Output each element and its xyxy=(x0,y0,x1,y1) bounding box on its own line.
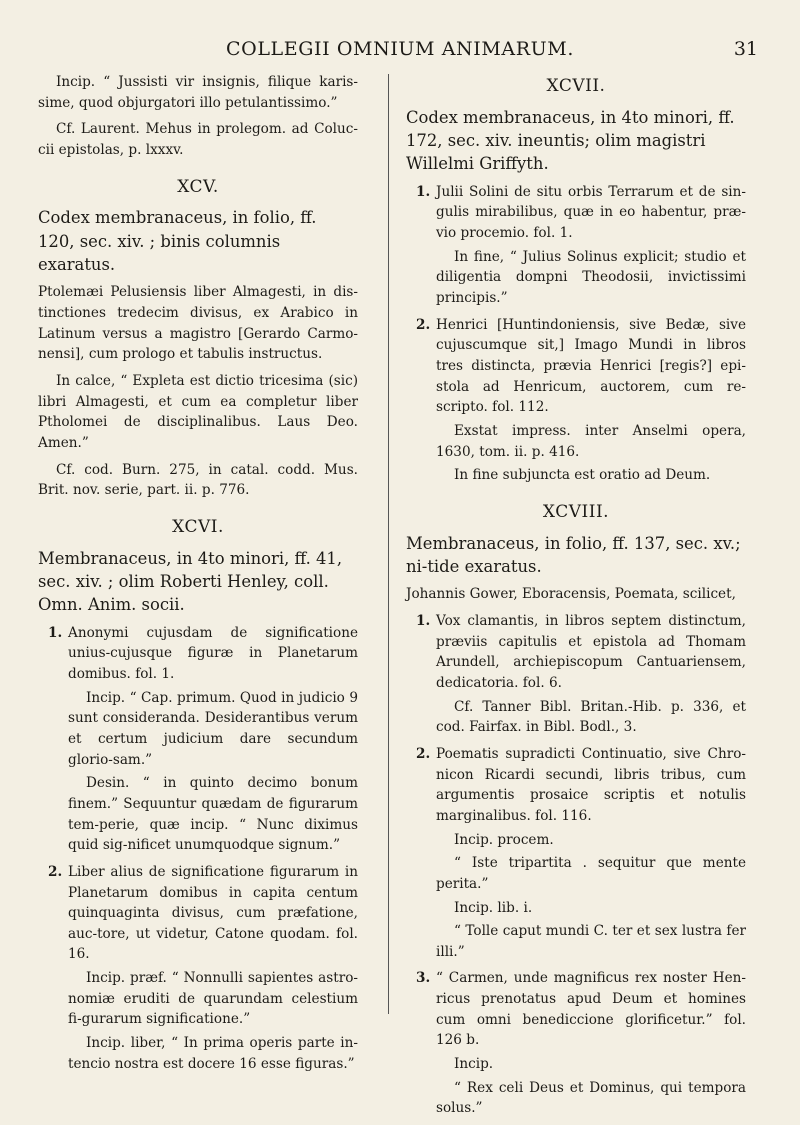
item-number: 2. xyxy=(416,745,431,762)
item-paragraph: In fine, “ Julius Solinus explicit; studio et diligentia dompni Theodosii, invictissimi principis.” xyxy=(436,248,746,306)
item-paragraph: Incip. lib. i. xyxy=(454,899,533,916)
intro-reference: Cf. Laurent. Mehus in prolegom. ad Coluc-cii epistolas, p. lxxxv. xyxy=(38,121,358,158)
item-list xyxy=(406,182,746,486)
item-paragraph: “ Iste tripartita . sequitur que mente perita.” xyxy=(436,855,746,892)
list-item xyxy=(38,862,358,1075)
item-list xyxy=(38,623,358,1075)
column-divider xyxy=(388,74,389,1014)
item-paragraph: Incip. præf. “ Nonnulli sapientes astro-nomiæ eruditi de quarundam celestium fi-gurarum significatione.” xyxy=(68,970,358,1028)
list-item xyxy=(406,315,746,486)
item-paragraph: Incip. procem. xyxy=(454,831,554,848)
right-column xyxy=(406,72,746,1125)
codex-description: Membranaceus, in folio, ff. 137, sec. xv.; ni-tide exaratus. xyxy=(406,533,741,577)
section-number: XCV. xyxy=(177,176,219,197)
entry-paragraph: In calce, “ Expleta est dictio tricesima (sic) libri Almagesti, et cum ea completur liber Ptholomei de disciplinalibus. Laus Deo. Amen.” xyxy=(38,372,358,451)
item-number: 2. xyxy=(416,316,431,333)
item-paragraph: Incip. xyxy=(454,1056,494,1073)
section-number: XCVII. xyxy=(546,76,606,96)
item-paragraph: Henrici [Huntindoniensis, sive Bedæ, sive cujuscumque sit,] Imago Mundi in libros tres distincta, prævia Henrici [regis?] epi-stola ad Henricum, auctorem, cum re-scripto. fol. 112. xyxy=(436,316,746,416)
item-paragraph: “ Rex celi Deus et Dominus, qui tempora solus.” xyxy=(436,1079,746,1117)
entry-lead: Johannis Gower, Eboracensis, Poemata, scilicet, xyxy=(406,586,736,603)
item-number: 1. xyxy=(416,612,431,629)
list-item xyxy=(38,623,358,856)
entry-paragraph: Cf. cod. Burn. 275, in catal. codd. Mus. Brit. nov. serie, part. ii. p. 776. xyxy=(38,461,358,499)
item-paragraph: Anonymi cujusdam de significatione unius-cujusque figuræ in Planetarum domibus. fol. 1. xyxy=(68,624,358,682)
item-paragraph: “ Carmen, unde magnificus rex noster Hen-ricus prenotatus apud Deum et homines cum omni benediccione glorificetur.” fol. 126 b. xyxy=(436,970,746,1049)
codex-description: Codex membranaceus, in folio, ff. 120, sec. xiv. ; binis columnis exaratus. xyxy=(38,208,317,275)
list-item xyxy=(406,744,746,963)
item-number: 3. xyxy=(416,970,431,987)
item-number: 2. xyxy=(48,863,63,880)
item-paragraph: Desin. “ in quinto decimo bonum finem.” Sequuntur quædam de figurarum tem-perie, quæ incip. “ Nunc diximus quid sig-nificet unumquodque signum.” xyxy=(68,775,358,854)
item-paragraph: Cf. Tanner Bibl. Britan.-Hib. p. 336, et cod. Fairfax. in Bibl. Bodl., 3. xyxy=(436,698,746,736)
item-paragraph: Julii Solini de situ orbis Terrarum et de sin-gulis mirabilibus, quæ in eo habentur, præ-vio procemio. fol. 1. xyxy=(436,183,746,242)
codex-description: Codex membranaceus, in 4to minori, ff. 172, sec. xiv. ineuntis; olim magistri Willelmi Griffyth. xyxy=(406,107,735,174)
codex-description: Membranaceus, in 4to minori, ff. 41, sec. xiv. ; olim Roberti Henley, coll. Omn. Anim. socii. xyxy=(38,548,343,615)
list-item xyxy=(406,182,746,309)
item-number: 1. xyxy=(48,624,63,641)
item-number: 1. xyxy=(416,183,431,200)
intro-incipit: Incip. “ Jussisti vir insignis, filique karis-sime, quod objurgatori illo petulantissimo.” xyxy=(38,74,358,111)
item-paragraph: In fine subjuncta est oratio ad Deum. xyxy=(454,467,711,484)
running-title: COLLEGII OMNIUM ANIMARUM. xyxy=(226,38,574,60)
left-column xyxy=(38,72,358,1080)
item-paragraph: “ Tolle caput mundi C. ter et sex lustra fer illi.” xyxy=(436,923,746,960)
entry-paragraph: Ptolemæi Pelusiensis liber Almagesti, in dis-tinctiones tredecim divisus, ex Arabico in Latinum versus a magistro [Gerardo Carmo-nensi], cum prologo et tabulis instructus. xyxy=(38,284,358,363)
item-list xyxy=(406,611,746,1119)
section-number: XCVI. xyxy=(172,516,224,537)
list-item xyxy=(406,611,746,738)
list-item xyxy=(406,968,746,1119)
item-paragraph: Poematis supradicti Continuatio, sive Chro-nicon Ricardi secundi, libris tribus, cum argumentis prosaice scriptis et notulis marginalibus. fol. 116. xyxy=(436,745,746,824)
item-paragraph: Incip. liber, “ In prima operis parte in-tencio nostra est docere 16 esse figuras.” xyxy=(68,1035,358,1072)
item-paragraph: Incip. “ Cap. primum. Quod in judicio 9 sunt consideranda. Desiderantibus verum et certum judicium dare secundum glorio-sam.” xyxy=(68,689,358,768)
section-number: XCVIII. xyxy=(542,501,610,522)
item-paragraph: Exstat impress. inter Anselmi opera, 1630, tom. ii. p. 416. xyxy=(436,422,746,460)
item-paragraph: Vox clamantis, in libros septem distinctum, præviis capitulis et epistola ad Thomam Arundell, archiepiscopum Cantuariensem, dedicatoria. fol. 6. xyxy=(436,612,746,691)
page-number: 31 xyxy=(733,38,758,60)
item-paragraph: Liber alius de significatione figurarum in Planetarum domibus in capita centum quinquaginta divisus, cum præfatione, auc-tore, ut videtur, Catone quodam. fol. 16. xyxy=(68,863,358,963)
